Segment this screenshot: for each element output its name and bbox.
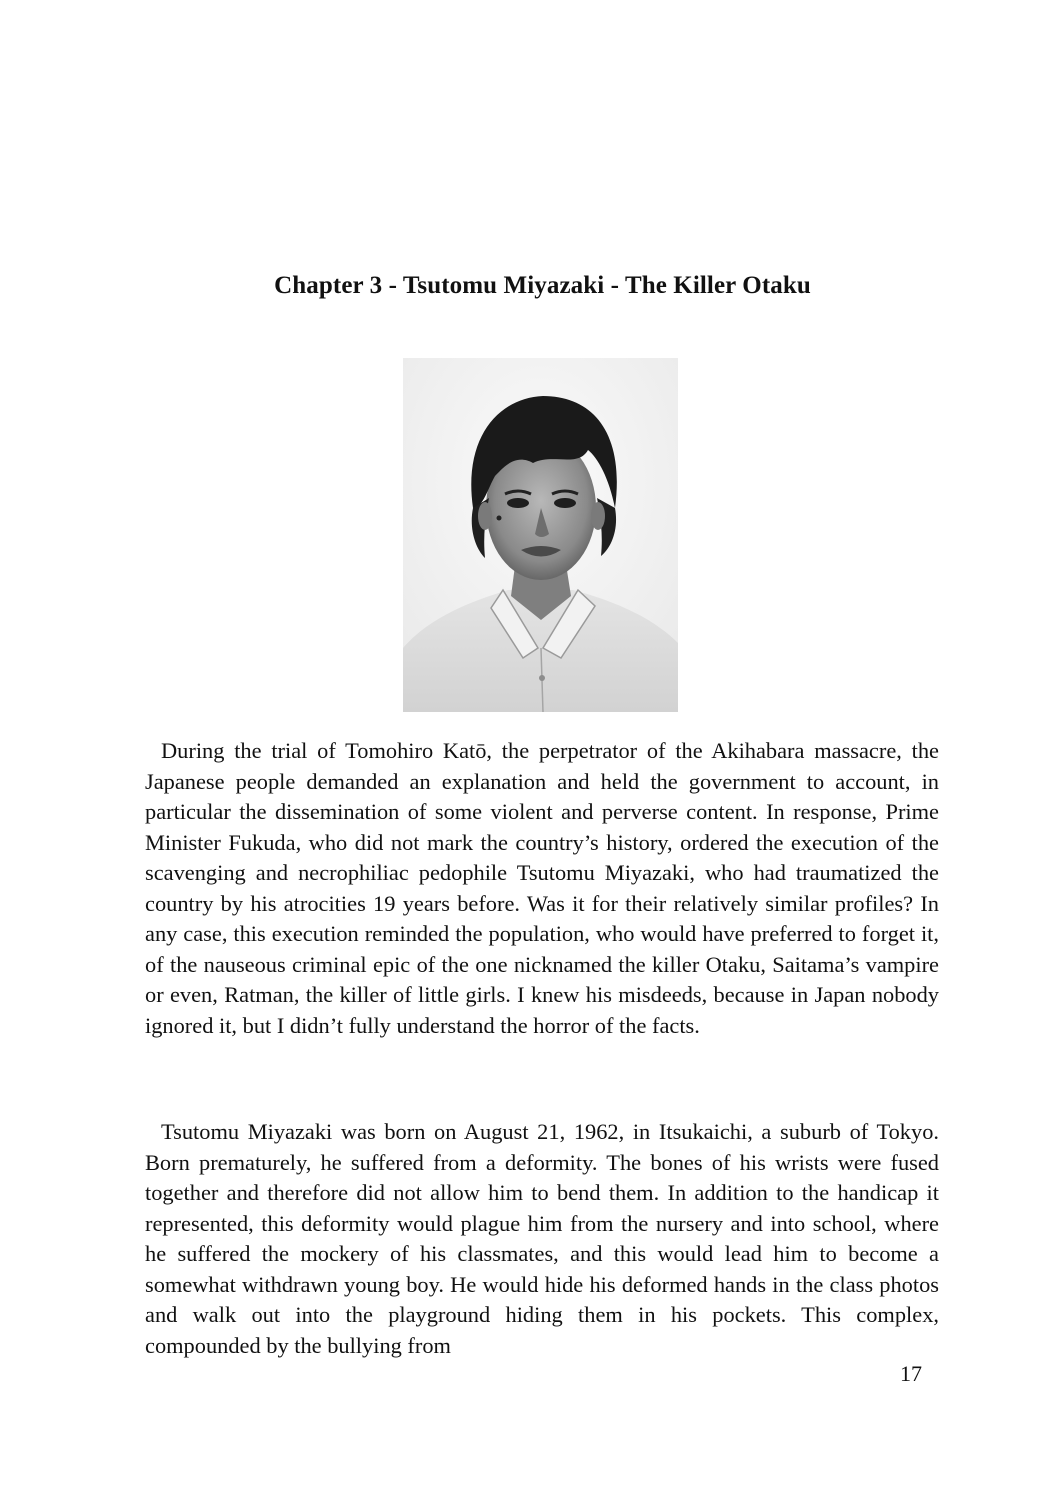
- portrait-photo-icon: [403, 358, 678, 712]
- chapter-title: Chapter 3 - Tsutomu Miyazaki - The Killer Otaku: [274, 272, 811, 299]
- portrait-photo: [403, 358, 678, 712]
- paragraph-2: Tsutomu Miyazaki was born on August 21, 1962, in Itsukaichi, a suburb of Tokyo. Born prematurely, he suffered from a deformity. The bones of his wrists were fused together and therefore did not allow him to bend them. In addition to the handicap it represented, this deformity would plague him from the nursery and into school, where he suffered the mockery of his classmates, and this would lead him to become a somewhat withdrawn young boy. He would hide his deformed hands in the class photos and walk out into the playground hiding them in his pockets. This complex, compounded by the bullying from: [145, 1119, 939, 1358]
- paragraph-1: During the trial of Tomohiro Katō, the perpetrator of the Akihabara massacre, the Japanese people demanded an explanation and held the government to account, in particular the dissemination of some violent and perverse content. In response, Prime Minister Fukuda, who did not mark the country’s history, ordered the execution of the scavenging and necrophiliac pedophile Tsutomu Miyazaki, who had traumatized the country by his atrocities 19 years before. Was it for their relatively similar profiles? In any case, this execution reminded the population, who would have preferred to forget it, of the nauseous criminal epic of the one nicknamed the killer Otaku, Saitama’s vampire or even, Ratman, the killer of little girls. I knew his misdeeds, because in Japan nobody ignored it, but I didn’t fully understand the horror of the facts.: [145, 738, 939, 1038]
- page-number: 17: [900, 1361, 922, 1386]
